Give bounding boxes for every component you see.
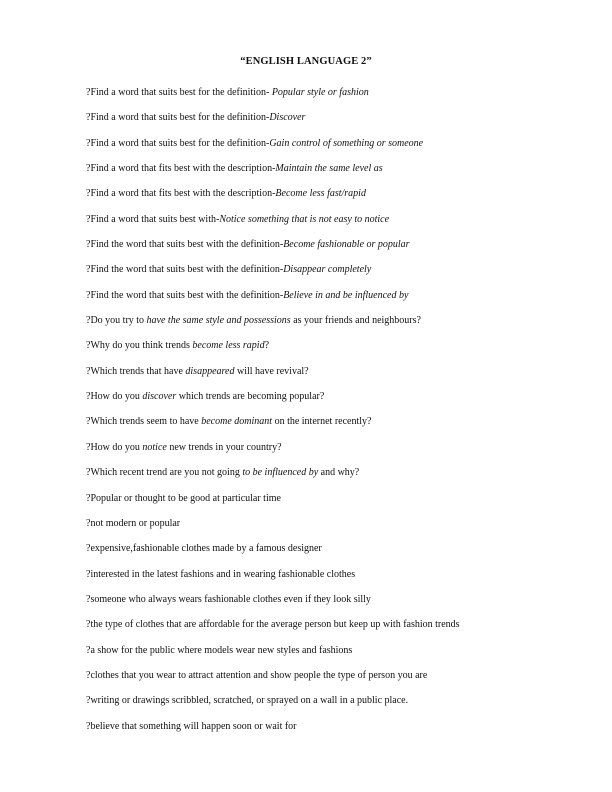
question-text: ?Popular or thought to be good at particular time bbox=[86, 492, 281, 504]
question-text: ?not modern or popular bbox=[86, 517, 181, 529]
question-text: ?Which trends seem to have bbox=[86, 416, 202, 428]
question-emphasis: Maintain the same level as bbox=[275, 163, 383, 175]
question-text: ?Do you try to bbox=[86, 315, 147, 327]
question-emphasis: Discover bbox=[269, 112, 306, 124]
question-text: ?Find the word that suits best with the definition- bbox=[86, 264, 284, 276]
question-text: which trends are becoming popular? bbox=[176, 391, 325, 403]
question-text: ?Find a word that suits best with- bbox=[86, 213, 220, 225]
question-item bbox=[86, 359, 582, 384]
question-emphasis: have the same style and possessions bbox=[146, 315, 291, 327]
question-text: ? bbox=[264, 340, 270, 352]
question-item bbox=[86, 131, 582, 156]
question-emphasis: become dominant bbox=[201, 416, 273, 428]
question-text: will have revival? bbox=[234, 365, 309, 377]
question-text: ?believe that something will happen soon or wait for bbox=[86, 720, 297, 732]
question-text: ?How do you bbox=[86, 441, 143, 453]
question-emphasis: Gain control of something or someone bbox=[269, 137, 424, 149]
question-item bbox=[86, 562, 582, 587]
question-text: ?Find a word that suits best for the definition- bbox=[86, 87, 272, 98]
question-text: and why? bbox=[318, 467, 360, 479]
question-item bbox=[86, 587, 582, 612]
page-title: “ENGLISH LANGUAGE 2” bbox=[240, 56, 372, 67]
question-text: ?Find a word that suits best for the definition- bbox=[86, 137, 270, 149]
question-item bbox=[86, 460, 582, 485]
question-emphasis: to be influenced by bbox=[242, 467, 319, 479]
question-text: ?the type of clothes that are affordable for the average person but keep up with fashion trends bbox=[86, 619, 460, 631]
question-text: ?a show for the public where models wear new styles and fashions bbox=[86, 644, 353, 656]
question-text: ?interested in the latest fashions and in wearing fashionable clothes bbox=[86, 568, 356, 580]
question-text: new trends in your country? bbox=[166, 441, 282, 453]
question-text: ?clothes that you wear to attract attention and show people the type of person you are bbox=[86, 669, 428, 681]
question-emphasis: Popular style or fashion bbox=[271, 87, 369, 98]
question-item bbox=[86, 663, 582, 688]
question-item bbox=[86, 232, 582, 257]
question-text: ?Find a word that fits best with the description- bbox=[86, 188, 276, 200]
question-emphasis: Notice something that is not easy to notice bbox=[219, 213, 390, 225]
question-item bbox=[86, 688, 582, 713]
question-text: ?someone who always wears fashionable clothes even if they look silly bbox=[86, 593, 371, 605]
question-text: ?Find a word that fits best with the description- bbox=[86, 163, 276, 175]
question-emphasis: Disappear completely bbox=[283, 264, 372, 276]
question-text: on the internet recently? bbox=[272, 416, 372, 428]
question-text: ?Find the word that suits best with the definition- bbox=[86, 239, 284, 251]
question-text: ?Which trends that have bbox=[86, 365, 186, 377]
question-text: ?writing or drawings scribbled, scratched, or sprayed on a wall in a public place. bbox=[86, 695, 409, 707]
question-emphasis: Become fashionable or popular bbox=[283, 239, 410, 251]
question-item bbox=[86, 156, 582, 181]
question-item bbox=[86, 435, 582, 460]
question-emphasis: become less rapid bbox=[192, 340, 265, 352]
question-item bbox=[86, 384, 582, 409]
question-item bbox=[86, 536, 582, 561]
question-text: ?Find a word that suits best for the definition- bbox=[86, 112, 270, 124]
question-text: ?Why do you think trends bbox=[86, 340, 193, 352]
question-item bbox=[86, 283, 582, 308]
question-item bbox=[86, 638, 582, 663]
question-item bbox=[86, 409, 582, 434]
question-item bbox=[86, 511, 582, 536]
question-emphasis: discover bbox=[142, 391, 177, 403]
question-list bbox=[86, 80, 582, 739]
question-item bbox=[86, 207, 582, 232]
question-emphasis: notice bbox=[142, 441, 167, 453]
question-item bbox=[86, 486, 582, 511]
question-text: as your friends and neighbours? bbox=[290, 315, 421, 327]
question-text: ?How do you bbox=[86, 391, 143, 403]
question-item bbox=[86, 105, 582, 130]
question-emphasis: disappeared bbox=[185, 365, 235, 377]
question-text: ?Find the word that suits best with the definition- bbox=[86, 289, 284, 301]
question-text: ?Which recent trend are you not going bbox=[86, 467, 243, 479]
question-item bbox=[86, 714, 582, 739]
question-item bbox=[86, 80, 582, 105]
question-item bbox=[86, 333, 582, 358]
question-text: ?expensive,fashionable clothes made by a famous designer bbox=[86, 543, 322, 555]
question-item bbox=[86, 308, 582, 333]
question-emphasis: Become less fast/rapid bbox=[275, 188, 366, 200]
question-item bbox=[86, 257, 582, 282]
question-emphasis: Believe in and be influenced by bbox=[283, 289, 409, 301]
question-item bbox=[86, 612, 582, 637]
question-item bbox=[86, 181, 582, 206]
